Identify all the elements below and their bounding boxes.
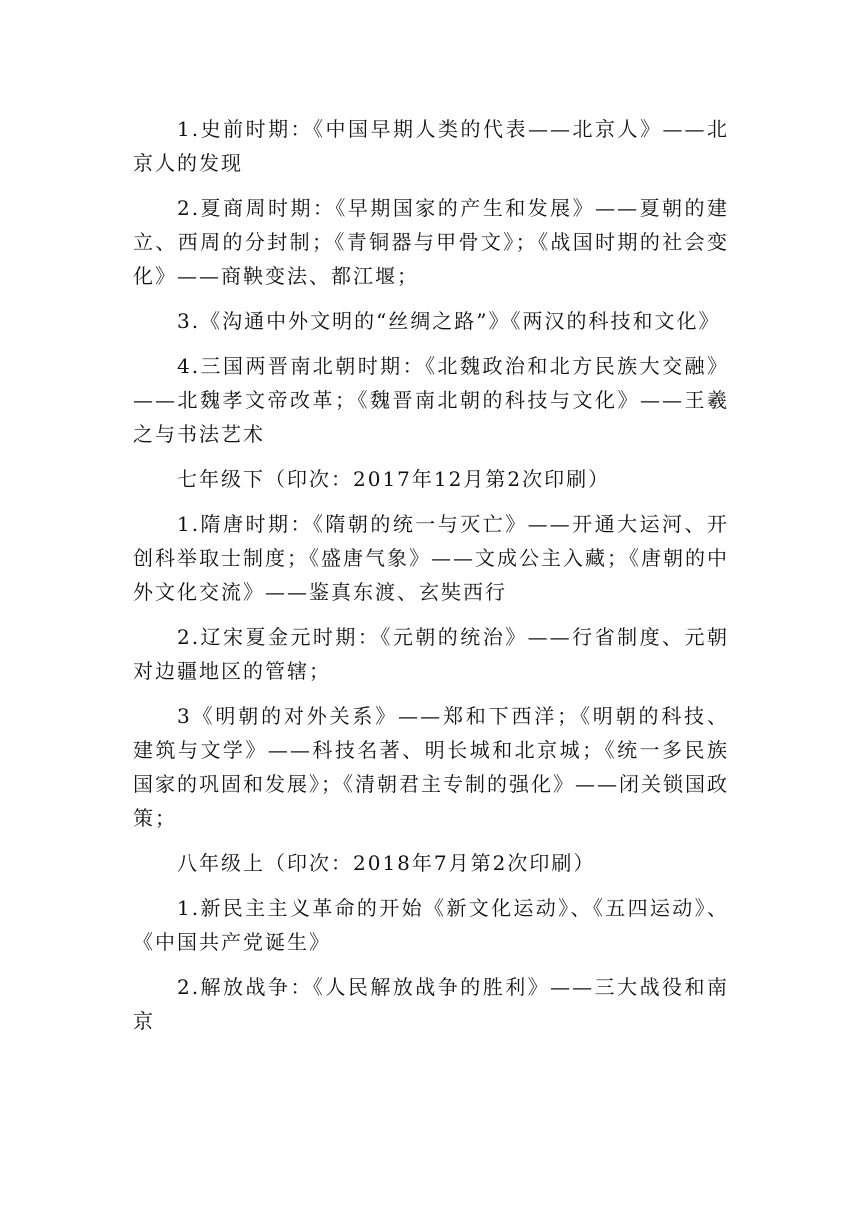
paragraph-new-democratic-revolution: 1.新民主主义革命的开始《新文化运动》、《五四运动》、《中国共产党诞生》	[133, 896, 729, 954]
paragraph-ming-qing: 3《明朝的对外关系》——郑和下西洋；《明朝的科技、建筑与文学》——科技名著、明长城和北京城；《统一多民族国家的巩固和发展》；《清朝君主专制的强化》——闭关锁国政策；	[133, 704, 729, 830]
paragraph-xia-shang-zhou: 2.夏商周时期：《早期国家的产生和发展》——夏朝的建立、西周的分封制；《青铜器与甲骨文》；《战国时期的社会变化》——商鞅变法、都江堰；	[133, 196, 729, 288]
paragraph-prehistoric: 1.史前时期：《中国早期人类的代表——北京人》——北京人的发现	[133, 117, 729, 175]
section-heading-grade8-first: 八年级上（印次：2018年7月第2次印刷）	[177, 851, 596, 875]
paragraph-liao-song-xia-jin-yuan: 2.辽宋夏金元时期：《元朝的统治》——行省制度、元朝对边疆地区的管辖；	[133, 625, 729, 683]
paragraph-three-kingdoms: 4.三国两晋南北朝时期：《北魏政治和北方民族大交融》——北魏孝文帝改革；《魏晋南北朝的科技与文化》——王羲之与书法艺术	[133, 354, 729, 446]
paragraph-silk-road: 3.《沟通中外文明的“丝绸之路”》《两汉的科技和文化》	[177, 309, 721, 333]
paragraph-liberation-war: 2.解放战争：《人民解放战争的胜利》——三大战役和南京	[133, 975, 729, 1033]
section-heading-grade7-second: 七年级下（印次：2017年12月第2次印刷）	[177, 467, 611, 491]
document-body	[133, 112, 729, 1049]
paragraph-sui-tang: 1.隋唐时期：《隋朝的统一与灭亡》——开通大运河、开创科举取士制度；《盛唐气象》——文成公主入藏；《唐朝的中外文化交流》——鉴真东渡、玄奘西行	[133, 512, 729, 604]
